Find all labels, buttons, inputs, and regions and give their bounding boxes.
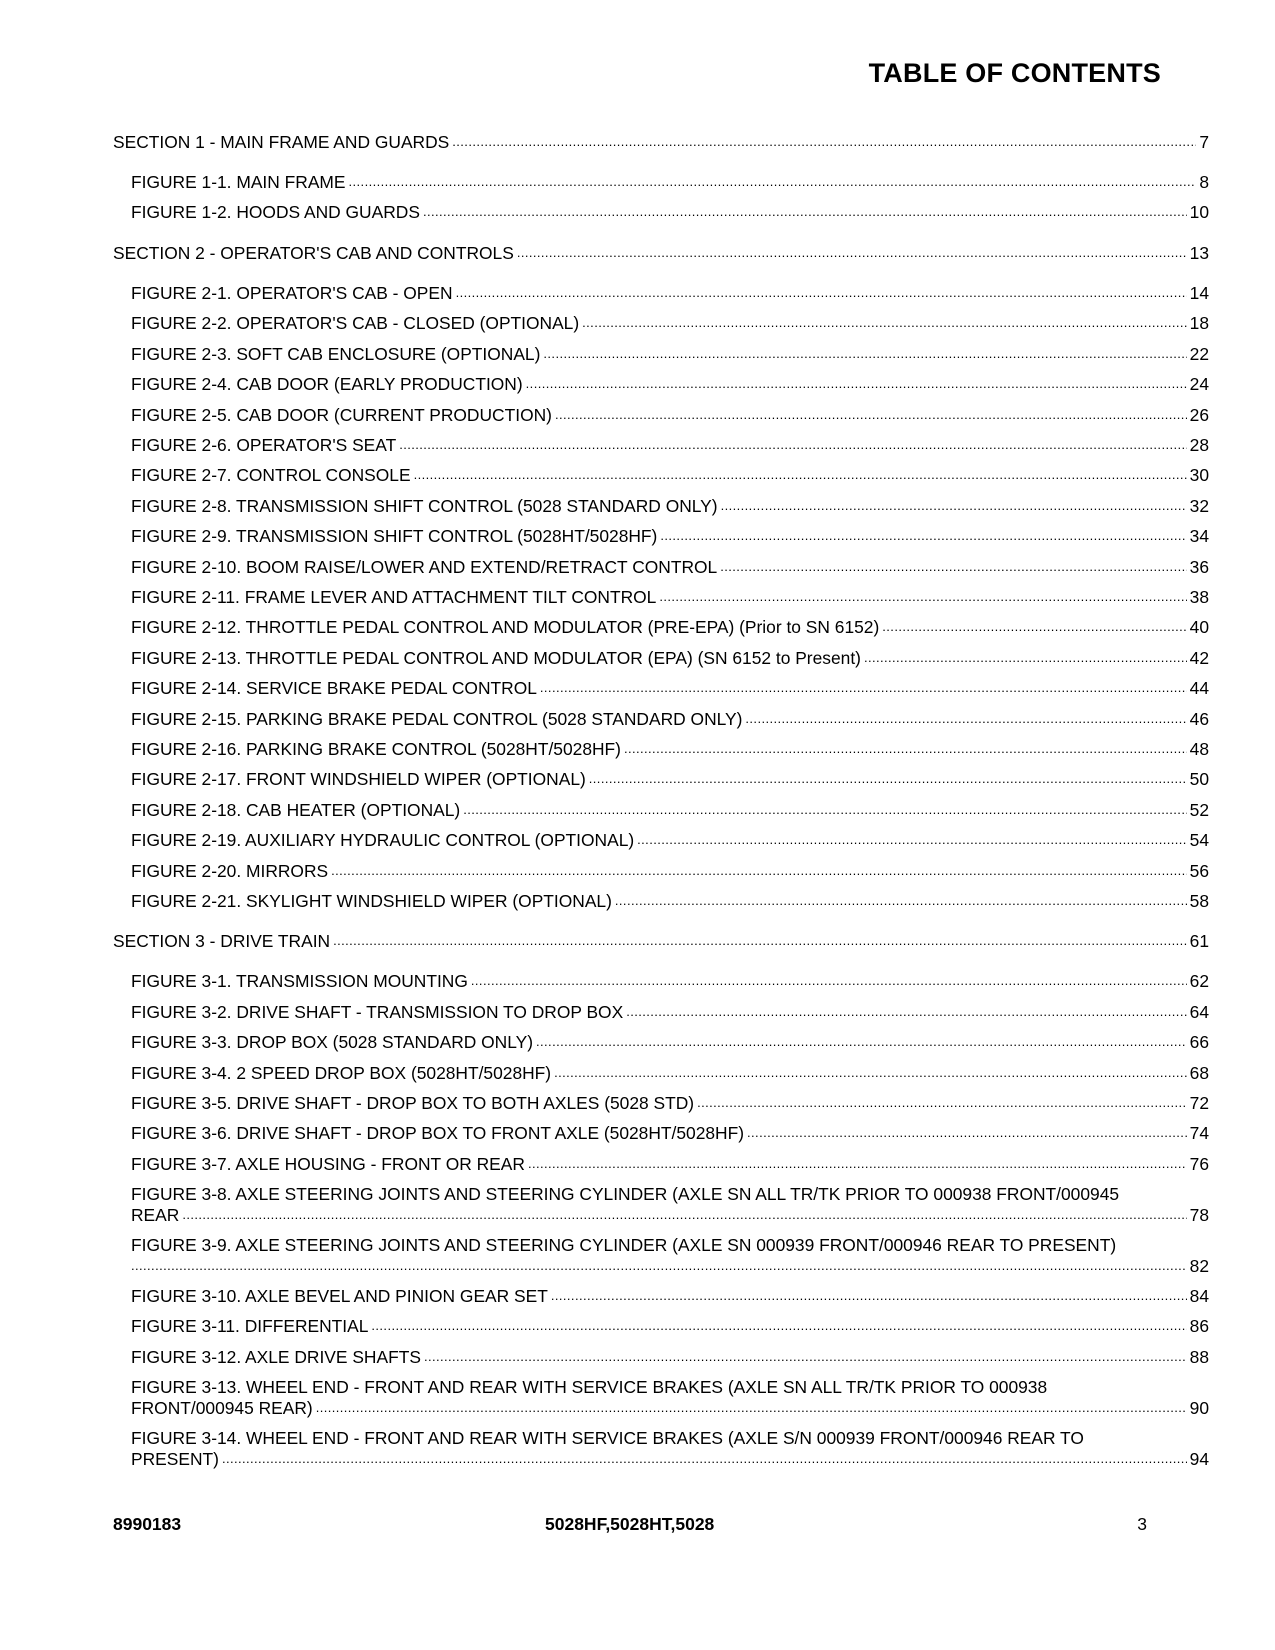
toc-entry-page: 68 (1189, 1062, 1209, 1083)
toc-entry[interactable] (113, 1377, 1209, 1418)
dot-leader (316, 1398, 1187, 1418)
dot-leader (452, 133, 1196, 153)
toc-entry-title: FIGURE 2-3. SOFT CAB ENCLOSURE (OPTIONAL) (131, 343, 541, 364)
toc-entry-title-line2: PRESENT) (131, 1448, 219, 1469)
toc-entry-page: 10 (1189, 202, 1209, 223)
toc-entry-title: FIGURE 1-2. HOODS AND GUARDS (131, 202, 420, 223)
toc-entry[interactable] (113, 617, 1209, 638)
toc-entry[interactable] (113, 526, 1209, 547)
toc-entry[interactable] (113, 1184, 1209, 1225)
toc-entry-page: 62 (1189, 971, 1209, 992)
toc-entry-page: 26 (1189, 404, 1209, 425)
dot-leader (414, 466, 1187, 486)
toc-entry[interactable] (113, 861, 1209, 882)
toc-entry-page: 78 (1189, 1204, 1209, 1225)
toc-entry-title-line1: FIGURE 3-9. AXLE STEERING JOINTS AND STEERING CYLINDER (AXLE SN 000939 FRONT/000946 REAR TO PRESENT) (131, 1235, 1117, 1256)
toc-entry-title: FIGURE 3-10. AXLE BEVEL AND PINION GEAR SET (131, 1286, 548, 1306)
dot-leader (660, 527, 1186, 547)
toc-entry-page: 38 (1189, 586, 1209, 607)
dot-leader (222, 1449, 1187, 1469)
toc-entry-page: 7 (1199, 132, 1209, 152)
toc-entry-title: FIGURE 2-8. TRANSMISSION SHIFT CONTROL (5028 STANDARD ONLY) (131, 495, 718, 516)
toc-entry-title: FIGURE 3-4. 2 SPEED DROP BOX (5028HT/5028HF) (131, 1062, 552, 1083)
toc-entry-title-line1: FIGURE 3-8. AXLE STEERING JOINTS AND STEERING CYLINDER (AXLE SN ALL TR/TK PRIOR TO 000938 FRONT/000945 (131, 1184, 1120, 1205)
dot-leader (331, 861, 1187, 881)
toc-entry-title: FIGURE 1-1. MAIN FRAME (131, 172, 346, 193)
toc-entry-page: 42 (1189, 647, 1209, 668)
dot-leader (615, 891, 1187, 911)
dot-leader (624, 739, 1187, 759)
toc-entry-page: 66 (1189, 1032, 1209, 1053)
toc-entry-page: 94 (1189, 1448, 1209, 1469)
toc-entry[interactable] (113, 202, 1209, 223)
toc-entry-title: FIGURE 3-3. DROP BOX (5028 STANDARD ONLY) (131, 1032, 534, 1053)
dot-leader (637, 831, 1187, 851)
toc-entry-page: 22 (1189, 343, 1209, 364)
toc-entry[interactable] (113, 971, 1209, 992)
toc-entry[interactable] (113, 1123, 1209, 1144)
toc-entry[interactable] (113, 800, 1209, 821)
toc-section-entry[interactable] (113, 243, 1209, 264)
toc-entry-title: SECTION 1 - MAIN FRAME AND GUARDS (113, 132, 450, 152)
toc-entry[interactable] (113, 709, 1209, 730)
toc-entry-page: 82 (1189, 1255, 1209, 1276)
toc-entry-title: FIGURE 2-21. SKYLIGHT WINDSHIELD WIPER (OPTIONAL) (131, 890, 612, 911)
toc-entry-title: FIGURE 2-4. CAB DOOR (EARLY PRODUCTION) (131, 374, 523, 395)
dot-leader (399, 436, 1186, 456)
toc-entry[interactable] (113, 172, 1209, 193)
toc-entry-title: FIGURE 2-20. MIRRORS (131, 860, 329, 881)
dot-leader (551, 1287, 1187, 1307)
toc-entry[interactable] (113, 465, 1209, 486)
dot-leader (589, 770, 1187, 790)
toc-entry-title: FIGURE 3-2. DRIVE SHAFT - TRANSMISSION TO DROP BOX (131, 1001, 624, 1022)
dot-leader (517, 243, 1187, 263)
dot-leader (528, 1154, 1187, 1174)
toc-entry-title: FIGURE 3-7. AXLE HOUSING - FRONT OR REAR (131, 1153, 525, 1174)
toc-entry-page: 44 (1189, 678, 1209, 699)
toc-entry-title: FIGURE 2-14. SERVICE BRAKE PEDAL CONTROL (131, 678, 537, 699)
toc-entry[interactable] (113, 1002, 1209, 1023)
dot-leader (423, 203, 1187, 223)
dot-leader (555, 405, 1187, 425)
toc-entry-page: 46 (1189, 708, 1209, 729)
toc-entry[interactable] (113, 435, 1209, 456)
dot-leader (697, 1094, 1187, 1114)
toc-entry-page: 52 (1189, 799, 1209, 820)
toc-entry-title: SECTION 3 - DRIVE TRAIN (113, 931, 331, 952)
toc-entry[interactable] (113, 1347, 1209, 1368)
toc-entry-title: FIGURE 2-13. THROTTLE PEDAL CONTROL AND MODULATOR (EPA) (SN 6152 to Present) (131, 647, 861, 668)
toc-entry-title: FIGURE 2-15. PARKING BRAKE PEDAL CONTROL (5028 STANDARD ONLY) (131, 708, 743, 729)
toc-entry[interactable] (113, 830, 1209, 851)
toc-entry-page: 34 (1189, 526, 1209, 547)
toc-entry-title: FIGURE 3-1. TRANSMISSION MOUNTING (131, 971, 468, 992)
toc-entry-page: 48 (1189, 738, 1209, 759)
toc-entry-title: FIGURE 2-5. CAB DOOR (CURRENT PRODUCTION) (131, 404, 552, 425)
toc-section-entry[interactable] (113, 132, 1209, 153)
toc-entry-title-line1: FIGURE 3-14. WHEEL END - FRONT AND REAR WITH SERVICE BRAKES (AXLE S/N 000939 FRONT/000946 REAR TO (131, 1428, 1084, 1449)
toc-entry-page: 58 (1189, 890, 1209, 911)
page-title: TABLE OF CONTENTS (868, 58, 1161, 88)
toc-entry[interactable] (113, 739, 1209, 760)
toc-entry-page: 74 (1189, 1123, 1209, 1144)
toc-entry-page: 72 (1189, 1093, 1209, 1114)
dot-leader (720, 557, 1186, 577)
toc-entry-page: 84 (1189, 1286, 1209, 1306)
toc-entry-page: 61 (1189, 931, 1209, 952)
toc-entry-page: 90 (1189, 1397, 1209, 1418)
toc-entry-title: FIGURE 2-12. THROTTLE PEDAL CONTROL AND MODULATOR (PRE-EPA) (Prior to SN 6152) (131, 617, 880, 638)
toc-entry-page: 14 (1189, 283, 1209, 304)
toc-entry-page: 64 (1189, 1001, 1209, 1022)
toc-entry[interactable] (113, 496, 1209, 517)
dot-leader (582, 314, 1187, 334)
toc-entry-page: 56 (1189, 860, 1209, 881)
toc-entry-title: FIGURE 2-6. OPERATOR'S SEAT (131, 435, 397, 456)
toc-entry-title: FIGURE 2-11. FRAME LEVER AND ATTACHMENT TILT CONTROL (131, 586, 657, 607)
toc-entry-page: 50 (1189, 769, 1209, 790)
toc-entry[interactable] (113, 891, 1209, 912)
toc-entry-page: 28 (1189, 435, 1209, 456)
dot-leader (463, 800, 1186, 820)
toc-entry-title: FIGURE 2-18. CAB HEATER (OPTIONAL) (131, 799, 461, 820)
dot-leader (182, 1205, 1186, 1225)
toc-entry[interactable] (113, 1063, 1209, 1084)
dot-leader (333, 932, 1187, 952)
dot-leader (721, 496, 1187, 516)
toc-entry-page: 30 (1189, 465, 1209, 486)
toc-entry-page: 86 (1189, 1316, 1209, 1337)
dot-leader (456, 284, 1187, 304)
toc-entry-page: 8 (1199, 172, 1209, 193)
toc-entry[interactable] (113, 1154, 1209, 1175)
toc-entry-page: 76 (1189, 1153, 1209, 1174)
toc-entry[interactable] (113, 1032, 1209, 1053)
toc-entry[interactable] (113, 1235, 1209, 1276)
dot-leader (543, 344, 1186, 364)
toc-entry-page: 54 (1189, 830, 1209, 851)
toc-entry-title: FIGURE 2-19. AUXILIARY HYDRAULIC CONTROL (OPTIONAL) (131, 830, 635, 851)
dot-leader (747, 1124, 1187, 1144)
dot-leader (471, 972, 1187, 992)
page-number: 3 (1137, 1514, 1147, 1534)
dot-leader (526, 375, 1187, 395)
toc-entry-page: 40 (1189, 617, 1209, 638)
toc-entry[interactable] (113, 769, 1209, 790)
dot-leader (536, 1033, 1187, 1053)
page-footer (113, 1514, 1147, 1538)
toc-entry[interactable] (113, 1286, 1209, 1307)
toc-entry-page: 18 (1189, 313, 1209, 334)
toc-entry-page: 24 (1189, 374, 1209, 395)
toc-entry-page: 32 (1189, 495, 1209, 516)
toc-entry-page: 36 (1189, 556, 1209, 577)
toc-entry[interactable] (113, 405, 1209, 426)
toc-entry-title: FIGURE 2-16. PARKING BRAKE CONTROL (5028HT/5028HF) (131, 738, 621, 759)
toc-entry-title: FIGURE 2-2. OPERATOR'S CAB - CLOSED (OPTIONAL) (131, 313, 580, 334)
dot-leader (882, 618, 1186, 638)
toc-section-entry[interactable] (113, 931, 1209, 952)
toc-entry-title: FIGURE 2-17. FRONT WINDSHIELD WIPER (OPTIONAL) (131, 769, 586, 790)
toc-entry-title-line2: FRONT/000945 REAR) (131, 1397, 313, 1418)
dot-leader (554, 1063, 1187, 1083)
toc-entry-page: 13 (1189, 242, 1209, 263)
toc-entry[interactable] (113, 557, 1209, 578)
toc-entry[interactable] (113, 678, 1209, 699)
toc-entry[interactable] (113, 648, 1209, 669)
toc-entry-title: FIGURE 2-7. CONTROL CONSOLE (131, 465, 411, 486)
dot-leader (745, 709, 1186, 729)
toc-entry[interactable] (113, 1428, 1209, 1469)
toc-entry[interactable] (113, 313, 1209, 334)
toc-entry-title-line1: FIGURE 3-13. WHEEL END - FRONT AND REAR WITH SERVICE BRAKES (AXLE SN ALL TR/TK PRIOR TO 000938 (131, 1377, 1048, 1398)
toc-entry[interactable] (113, 374, 1209, 395)
toc-entry[interactable] (113, 344, 1209, 365)
toc-entry[interactable] (113, 587, 1209, 608)
document-number: 8990183 (113, 1514, 182, 1534)
dot-leader (864, 648, 1187, 668)
toc-entry-title: FIGURE 2-1. OPERATOR'S CAB - OPEN (131, 283, 453, 304)
toc-entry-title: FIGURE 3-5. DRIVE SHAFT - DROP BOX TO BOTH AXLES (5028 STD) (131, 1093, 695, 1114)
dot-leader (424, 1347, 1187, 1367)
toc-entry[interactable] (113, 283, 1209, 304)
toc-entry-title: FIGURE 2-10. BOOM RAISE/LOWER AND EXTEND/RETRACT CONTROL (131, 556, 718, 577)
model-names: 5028HF,5028HT,5028 (545, 1514, 715, 1534)
toc-entry-title: FIGURE 2-9. TRANSMISSION SHIFT CONTROL (5028HT/5028HF) (131, 526, 658, 547)
dot-leader (540, 679, 1187, 699)
dot-leader (626, 1002, 1186, 1022)
toc-entry-title-line2: REAR (131, 1204, 180, 1225)
toc-entry-page: 88 (1189, 1346, 1209, 1367)
dot-leader (659, 587, 1186, 607)
toc-entry-title: SECTION 2 - OPERATOR'S CAB AND CONTROLS (113, 242, 514, 263)
toc-entry[interactable] (113, 1093, 1209, 1114)
table-of-contents (113, 132, 1209, 1479)
toc-entry-title: FIGURE 3-12. AXLE DRIVE SHAFTS (131, 1346, 421, 1367)
toc-entry-title: FIGURE 3-6. DRIVE SHAFT - DROP BOX TO FRONT AXLE (5028HT/5028HF) (131, 1123, 745, 1144)
toc-entry[interactable] (113, 1316, 1209, 1337)
dot-leader (371, 1317, 1186, 1337)
toc-entry-title: FIGURE 3-11. DIFFERENTIAL (131, 1316, 369, 1337)
dot-leader (349, 173, 1197, 193)
dot-leader (131, 1256, 1187, 1276)
